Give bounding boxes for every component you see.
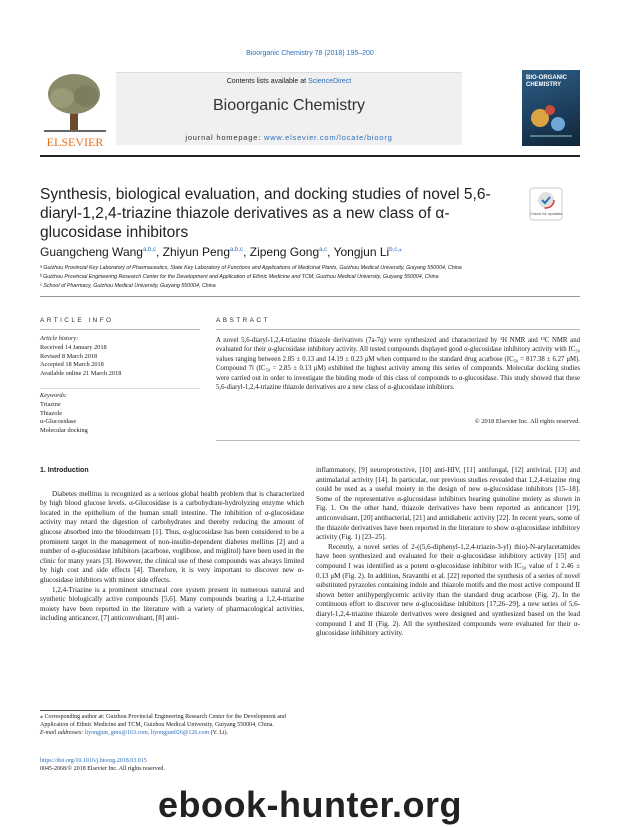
elsevier-wordmark: ELSEVIER <box>46 135 104 149</box>
keywords-label: Keywords: <box>40 392 68 399</box>
keywords-divider <box>40 388 200 389</box>
footnote-emails <box>40 729 304 737</box>
journal-homepage <box>116 133 462 142</box>
abstract-text: A novel 5,6-diaryl-1,2,4-triazine thiazole derivatives (7a-7q) were synthesized and characterized by ¹H NMR and ¹³C NMR and evaluated for their α-glucosidase inhibitory activity. All tested compounds displayed good α-glucosidase inhibitory activity with IC₅₀ values ranging between 2.85 ± 0.13 and 14.19 ± 0.23 μM when compared to the standard drug acarbose (IC₅₀ = 817.38 ± 6.27 μM). Compound 7i (IC₅₀ = 2.85 ± 0.13 μM) exhibited the highest activity among this series of compounds. Molecular docking studies were carried out in order to investigate the binding mode of this class of compounds to α-glucosidase. This study showed that these 5,6-diaryl-1,2,4-triazine thiazole derivatives are a new class of α-glucosidase inhibitors. <box>216 337 580 392</box>
body-paragraph: inflammatory, [9] neuroprotective, [10] anti-HIV, [11] antifungal, [12] antiviral, [13] and antimalarial activity [14]. In particular, our previous studies revealed that 1,2,4-triazine ring could be used as a useful moiety in the design of new α-glucosidase inhibitors [15–18]. Some of the representative α-glucosidase inhibitors bearing quinoline moiety as shown in Fig. 1. On the other hand, thiazole derivatives have been reported as anticancer [19], anticonvulsant, [20] antibacterial, [21] and antidiabetic activity [22]. In recent years, some of the thiazole derivatives have been reported in the literature to show α-glucosidase inhibitory activity (Fig. 1) [23–25]. <box>316 466 580 542</box>
footnote-divider <box>40 710 120 711</box>
elsevier-logo[interactable] <box>40 70 110 150</box>
article-info-heading: ARTICLE INFO <box>40 317 114 324</box>
body-column-right <box>316 466 580 639</box>
body-column-left <box>40 466 304 624</box>
homepage-prefix: journal homepage: <box>185 133 264 142</box>
affiliations <box>40 264 580 291</box>
abstract-copyright: © 2018 Elsevier Inc. All rights reserved. <box>474 418 580 425</box>
body-paragraph: Recently, a novel series of 2-((5,6-diphenyl-1,2,4-triazin-3-yl) thio)-N-arylacetamides have been synthesized and evaluated for their α-glucosidase inhibitory activity [15] and compound I was identified as a potent α-glucosidase inhibitor with IC₅₀ value of 1 2.46 ± 0.13 μM (Fig. 2). In addition, Sravanthi et al. [22] reported the synthesis of a series of novel substituted pyrazoles containing indole and thiazole motifs and the most active compound II shown better antihyperglycemic activity than the standard drug acarbose (Fig. 2). In the continuous effort to discover new α-glucosidase inhibitors [17,26–29], a new series of 5,6-diaryl-1,2,4-triazine thiazole derivatives were designed and synthesized based on the lead compound I and II (Fig. 2). All the synthesized compounds were evaluated for their α-glucosidase inhibitory activity. <box>316 542 580 638</box>
journal-title: Bioorganic Chemistry <box>212 97 366 114</box>
corresponding-author-footnote <box>40 713 304 738</box>
email-label: E-mail addresses: <box>40 730 85 737</box>
abstract-divider <box>216 329 580 330</box>
section-divider <box>40 296 580 297</box>
contents-line <box>116 78 462 85</box>
tree-icon <box>40 70 110 150</box>
cover-title: BIO-ORGANIC CHEMISTRY <box>526 75 567 88</box>
journal-info-box <box>116 72 462 145</box>
email-links[interactable]: liyongjun_gmu@163.com, liyongjun026@126.com <box>84 730 210 737</box>
check-badge-label: Check for updates <box>529 211 563 216</box>
homepage-link[interactable]: www.elsevier.com/locate/bioorg <box>263 133 393 142</box>
keywords <box>40 392 200 436</box>
footnote-corresponding: ⁎ Corresponding author at: Guizhou Provincial Engineering Research Center for the Development and Application of Ethnic Medicine and TCM, Guizhou Medical University, Guiyang 550004, China. <box>40 714 286 729</box>
journal-reference[interactable]: Bioorganic Chemistry 78 (2018) 195–200 <box>246 50 374 57</box>
keyword-item: Molecular docking <box>40 427 88 435</box>
affiliation-item: ᵃ Guizhou Provincial Key Laboratory of Pharmaceutics, State Key Laboratory of Functions and Applications of Medicinal Plants, Guizhou Medical University, Guiyang 550004, China <box>40 265 462 271</box>
update-badge-icon <box>528 186 564 222</box>
journal-cover-image[interactable] <box>522 70 580 146</box>
sciencedirect-link[interactable]: ScienceDirect <box>308 78 352 85</box>
keyword-item: Thiazole <box>40 409 63 417</box>
author-affil-sup[interactable]: a,c <box>319 247 328 253</box>
affiliation-item: ᵇ Guizhou Provincial Engineering Research Center for the Development and Application of Ethnic Medicine and TCM, Guizhou Medical University, Guiyang 550004, China <box>40 274 439 280</box>
article-history <box>40 335 200 379</box>
check-for-updates-badge[interactable] <box>528 186 564 222</box>
keyword-item: Triazine <box>40 400 61 408</box>
affiliation-item: ᶜ School of Pharmacy, Guizhou Medical University, Guiyang 550004, China <box>40 283 216 289</box>
doi-block <box>40 757 165 773</box>
author-affil-sup[interactable]: a,b,c <box>230 247 244 253</box>
issn-line: 0045-2068/© 2018 Elsevier Inc. All rights reserved. <box>40 766 165 773</box>
contents-prefix: Contents lists available at <box>226 78 309 85</box>
doi-link[interactable]: https://doi.org/10.1016/j.bioorg.2018.03.015 <box>40 758 147 764</box>
history-item: Accepted 18 March 2018 <box>40 361 104 369</box>
history-item: Revised 8 March 2018 <box>40 352 98 360</box>
journal-header <box>40 70 580 150</box>
author-affil-sup[interactable]: a,b,c <box>142 247 156 253</box>
abstract-bottom-divider <box>216 440 580 441</box>
header-divider <box>40 155 580 157</box>
body-paragraph: 1,2,4-Triazine is a prominent structural core system present in numerous natural and synthetic biologically active compounds [5,6]. Many compounds bearing a 1,2,4-triazine moiety have been reported in the literature with a variety of pharmacological activities, including anticancer, [7] anticonvulsant, [8] anti- <box>40 585 304 623</box>
watermark-overlay: ebook-hunter.org <box>0 784 620 827</box>
author-list: Guangcheng Wang$^{a,b,c}$, Zhiyun Peng$^{a,b,c}$, Zipeng Gong$^{a,c}$, Yongjun $Li^{b,c,⁎}$ <box>40 245 402 259</box>
history-item: Available online 21 March 2018 <box>40 370 122 378</box>
introduction-heading: 1. Introduction <box>40 467 89 474</box>
author-affil-sup[interactable]: b,c,⁎ <box>389 247 402 253</box>
author-name[interactable]: Guangcheng Wang <box>40 245 143 259</box>
article-info-divider <box>40 329 200 330</box>
keyword-item: α-Glucosidase <box>40 418 77 426</box>
author-name[interactable]: Zipeng Gong <box>249 245 320 259</box>
history-label: Article history: <box>40 335 79 342</box>
cover-artwork-icon <box>522 98 580 142</box>
author-name[interactable]: Yongjun Li <box>333 245 390 259</box>
history-item: Received 14 January 2018 <box>40 343 107 351</box>
article-title: Synthesis, biological evaluation, and docking studies of novel 5,6-diaryl-1,2,4-triazine thiazole derivatives as a new class of α-glucosidase inhibitors <box>40 186 491 241</box>
abstract-heading: ABSTRACT <box>216 317 270 324</box>
email-suffix: (Y. Li). <box>209 730 229 737</box>
body-paragraph: Diabetes mellitus is recognized as a serious global health problem that is characterized by high blood glucose levels. α-Glucosidase is a carbohydrate-hydrolyzing enzyme which located in the epithelium of the human small intestine. The inhibition of α-glucosidase activity may retard the digestion of carbohydrates and thereby reducing the amount of glucose absorbed into the bloodstream [1]. Thus, α-glucosidase has been considered to be a prominent target in the management of non-insulin-dependent diabetes mellitus [2] and a number of α-glucosidase inhibitors (acarbose, voglibose, and miglitol) have been used in the clinic for many years [3]. However, the clinical use of these compounds was always limited by high cost and side effects [4]. Therefore, it is very important to discover new α-glucosidase inhibitors with minor side effects. <box>40 489 304 584</box>
author-name[interactable]: Zhiyun Peng <box>162 245 231 259</box>
